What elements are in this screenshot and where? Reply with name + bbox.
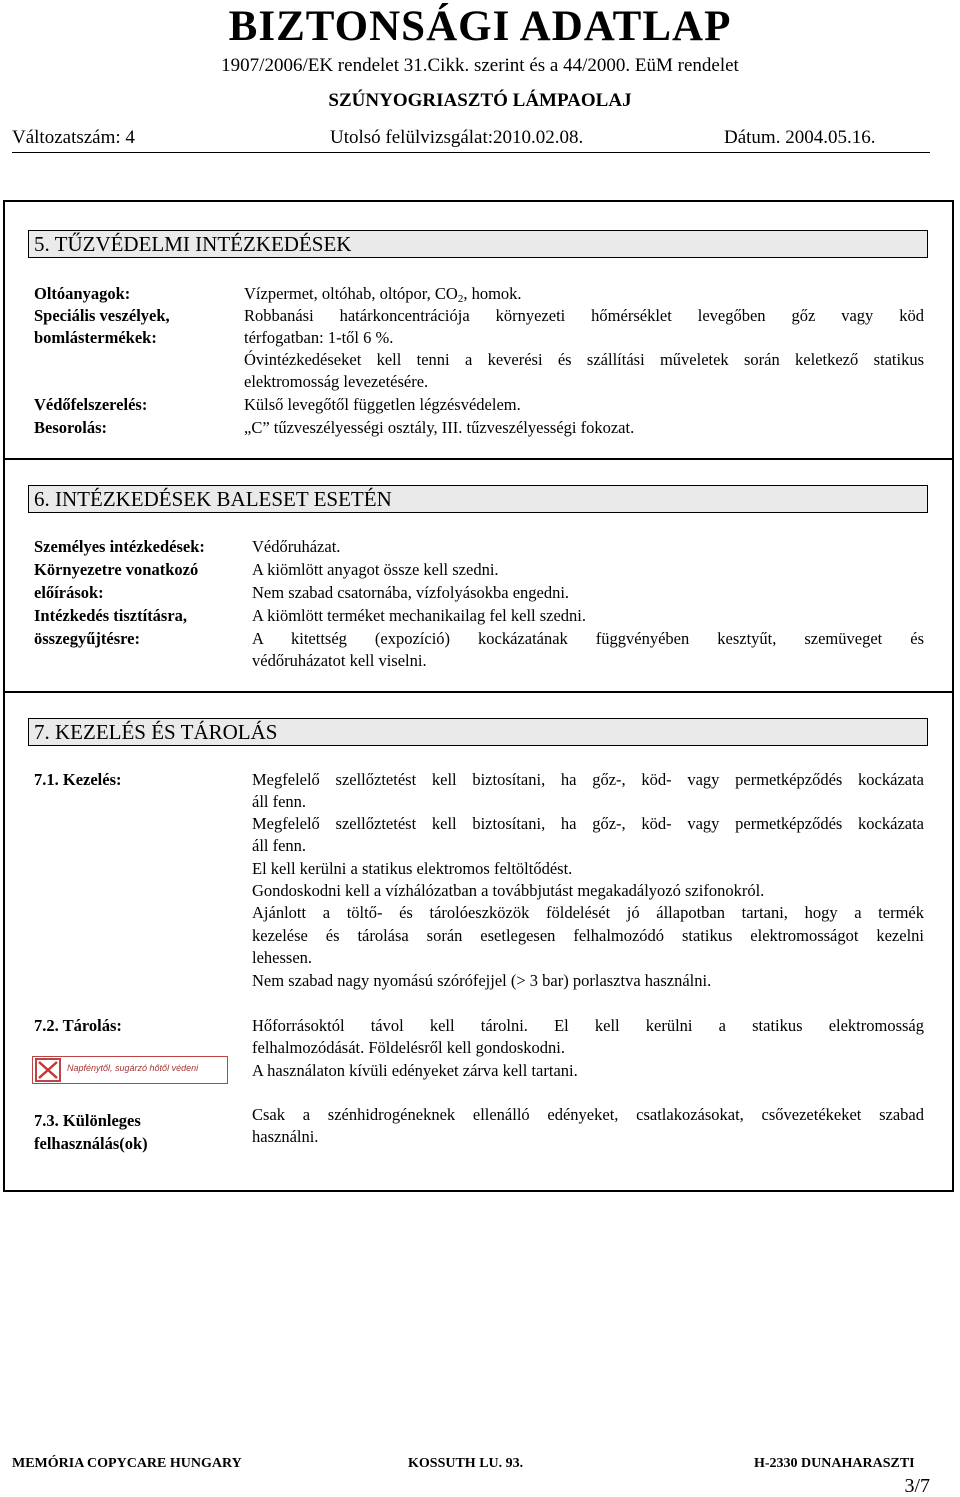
- label-extinguishing-media: Oltóanyagok:: [34, 284, 131, 303]
- storage-line: A használaton kívüli edényeket zárva kell tartani.: [252, 1061, 578, 1080]
- special-hazards-line: Robbanási határkoncentrációja környezeti hőmérséklet levegőben gőz vagy köd: [244, 306, 924, 325]
- accident-measure-line: Védőruházat.: [252, 537, 341, 556]
- special-hazards-line: Óvintézkedéseket kell tenni a keverési és szállítási műveletek során keletkező statikus: [244, 350, 924, 369]
- section-divider: [3, 691, 954, 693]
- issue-date: Dátum. 2004.05.16.: [724, 127, 876, 148]
- accident-measure-line: A kiömlött anyagot össze kell szedni.: [252, 560, 499, 579]
- special-hazards-line: térfogatban: 1-től 6 %.: [244, 328, 394, 347]
- handling-line: Megfelelő szellőztetést kell biztosítani, ha gőz-, köd- vagy permetképződés kockázata: [252, 814, 924, 833]
- accident-measure-line: A kitettség (expozíció) kockázatának függvényében kesztyűt, szemüveget és: [252, 629, 924, 648]
- specific-uses-line: használni.: [252, 1127, 319, 1146]
- warning-sign-text: Napfénytől, sugárzó hőtől védeni: [67, 1063, 199, 1073]
- footer-street: KOSSUTH LU. 93.: [408, 1456, 524, 1471]
- warning-sign-protect-from-sunlight: [32, 1056, 228, 1084]
- handling-line: Megfelelő szellőztetést kell biztosítani, ha gőz-, köd- vagy permetképződés kockázata: [252, 770, 924, 789]
- handling-line: Gondoskodni kell a vízhálózatban a továbbjutást megakadályozó szifonokról.: [252, 881, 765, 900]
- storage-line: felhalmozódását. Földelésről kell gondoskodni.: [252, 1038, 565, 1057]
- handling-line: El kell kerülni a statikus elektromos feltöltődést.: [252, 859, 573, 878]
- accident-measure-line: A kiömlött terméket mechanikailag fel kell szedni.: [252, 606, 587, 625]
- label-decomposition-products: bomlástermékek:: [34, 328, 157, 347]
- special-hazards-line: elektromosság levezetésére.: [244, 372, 429, 391]
- document-meta-row: [12, 124, 930, 153]
- label-special-hazards: Speciális veszélyek,: [34, 306, 170, 325]
- label-classification: Besorolás:: [34, 418, 108, 437]
- handling-line: Nem szabad nagy nyomású szórófejjel (> 3 bar) porlasztva használni.: [252, 971, 712, 990]
- revision-date: Utolsó felülvizsgálat:2010.02.08.: [330, 127, 584, 148]
- handling-line: áll fenn.: [252, 836, 307, 855]
- label-cleanup-measures: Intézkedés tisztításra,: [34, 606, 188, 625]
- accident-measure-line: védőruházatot kell viselni.: [252, 651, 427, 670]
- label-environmental-precautions-2: előírások:: [34, 583, 104, 602]
- document-title: BIZTONSÁGI ADATLAP: [228, 3, 732, 50]
- label-specific-uses-2: felhasználás(ok): [34, 1134, 148, 1153]
- footer-company: MEMÓRIA COPYCARE HUNGARY: [12, 1456, 242, 1471]
- label-cleanup-measures-2: összegyűjtésre:: [34, 629, 140, 648]
- label-personal-measures: Személyes intézkedések:: [34, 537, 205, 556]
- handling-line: kezelése és tárolása során esetlegesen felhalmozódó statikus elektromosságot kezelni: [252, 926, 924, 945]
- page-number: 3/7: [904, 1475, 930, 1497]
- section-5-title: 5. TŰZVÉDELMI INTÉZKEDÉSEK: [28, 230, 928, 258]
- label-handling: 7.1. Kezelés:: [34, 770, 122, 789]
- specific-uses-line: Csak a szénhidrogéneknek ellenálló edényeket, csatlakozásokat, csővezetékeket szabad: [252, 1105, 924, 1124]
- section-divider: [3, 458, 954, 460]
- handling-line: áll fenn.: [252, 792, 307, 811]
- value-classification: „C” tűzveszélyességi osztály, III. tűzveszélyességi fokozat.: [244, 418, 635, 437]
- label-environmental-precautions: Környezetre vonatkozó: [34, 560, 199, 579]
- storage-line: Hőforrásoktól távol kell tárolni. El kell kerülni a statikus elektromosság: [252, 1016, 924, 1035]
- section-7-title: 7. KEZELÉS ÉS TÁROLÁS: [28, 718, 928, 746]
- label-specific-uses: 7.3. Különleges: [34, 1111, 141, 1130]
- value-extinguishing-media: Vízpermet, oltóhab, oltópor, $CO_2$, homok.: [244, 284, 522, 305]
- value-protective-equipment: Külső levegőtől független légzésvédelem.: [244, 395, 521, 414]
- label-protective-equipment: Védőfelszerelés:: [34, 395, 148, 414]
- version-number: Változatszám: 4: [12, 127, 135, 148]
- handling-line: lehessen.: [252, 948, 313, 967]
- accident-measure-line: Nem szabad csatornába, vízfolyásokba engedni.: [252, 583, 570, 602]
- section-6-title: 6. INTÉZKEDÉSEK BALESET ESETÉN: [28, 485, 928, 513]
- regulation-reference: 1907/2006/EK rendelet 31.Cikk. szerint és a 44/2000. EüM rendelet: [221, 55, 739, 76]
- handling-line: Ajánlott a töltő- és tárolóeszközök földelését jó állapotban tartani, hogy a termék: [252, 903, 924, 922]
- product-name: SZÚNYOGRIASZTÓ LÁMPAOLAJ: [328, 90, 632, 111]
- label-storage: 7.2. Tárolás:: [34, 1016, 122, 1035]
- footer-city: H-2330 DUNAHARASZTI: [754, 1456, 915, 1471]
- prohibition-icon: [35, 1058, 61, 1082]
